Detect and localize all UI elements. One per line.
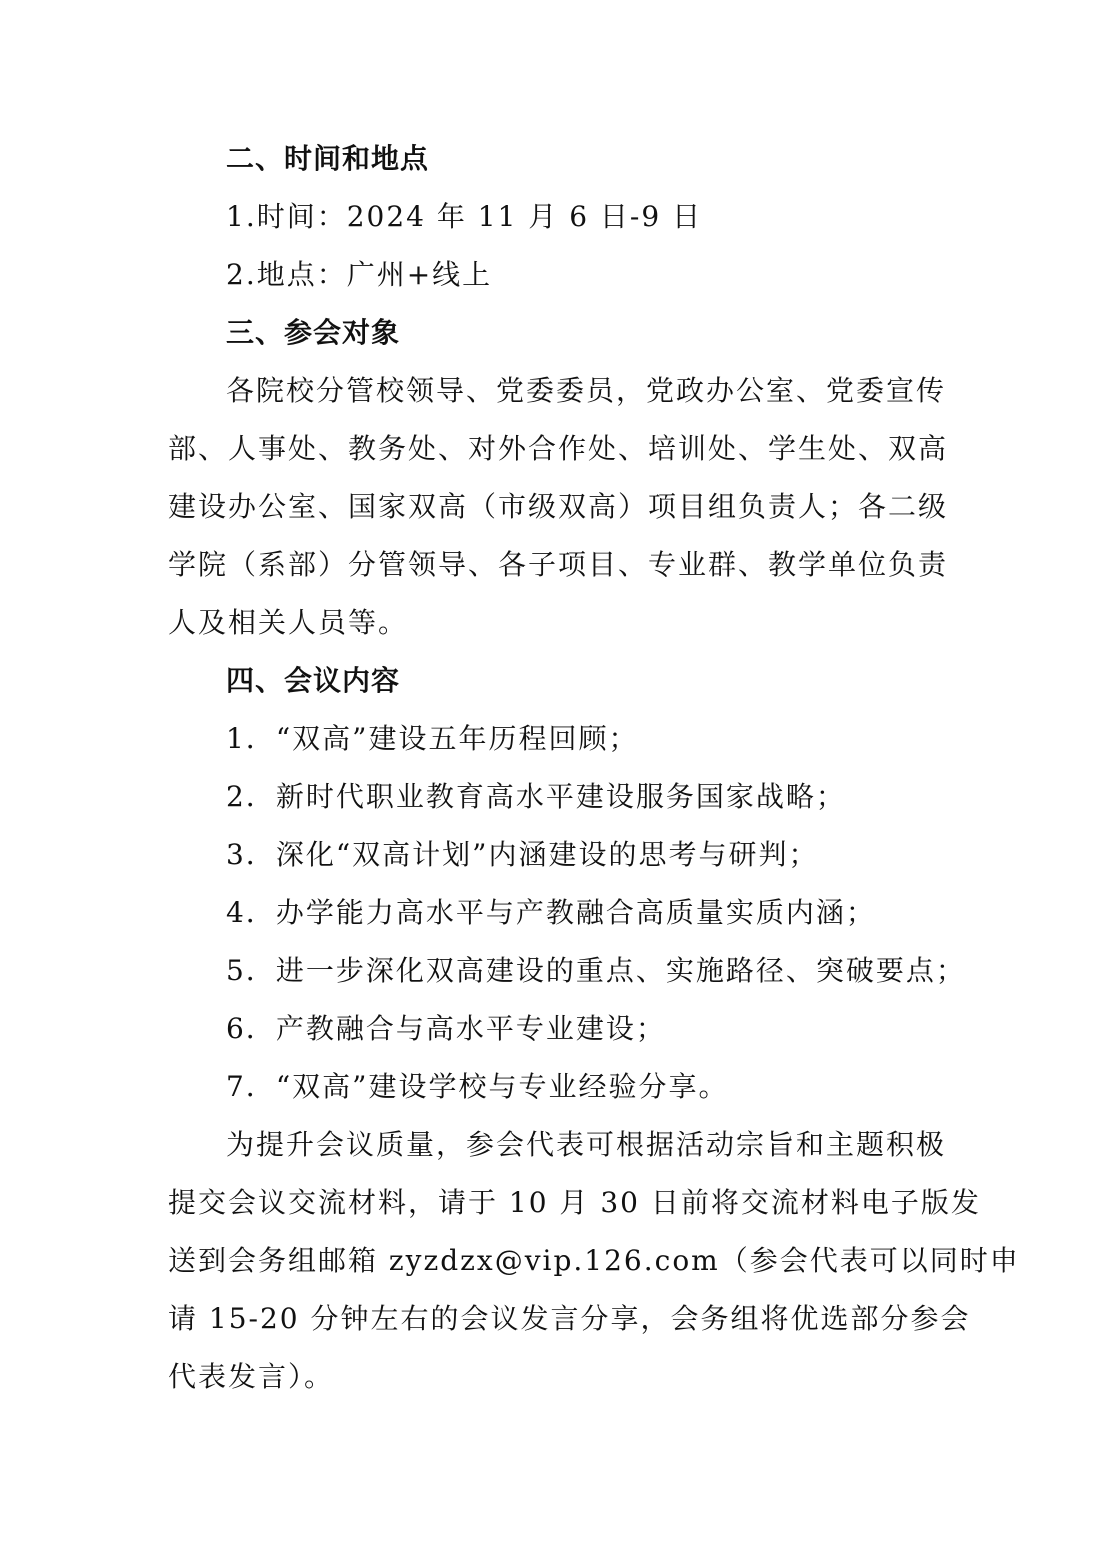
closing-line: 为提升会议质量，参会代表可根据活动宗旨和主题积极 (226, 1128, 947, 1161)
section-heading-time-place: 二、时间和地点 (226, 142, 430, 175)
attendees-line: 部、人事处、教务处、对外合作处、培训处、学生处、双高 (168, 432, 949, 465)
content-item: 7．“双高”建设学校与专业经验分享。 (226, 1070, 729, 1103)
closing-line: 送到会务组邮箱 zyzdzx@vip.126.com（参会代表可以同时申 (168, 1244, 1020, 1277)
closing-line: 代表发言）。 (168, 1360, 335, 1393)
section-heading-content: 四、会议内容 (226, 664, 401, 697)
attendees-line: 各院校分管校领导、党委委员，党政办公室、党委宣传 (226, 374, 947, 407)
time-line: 1.时间：2024 年 11 月 6 日-9 日 (226, 200, 703, 233)
document-page (168, 130, 1020, 1406)
closing-line: 请 15-20 分钟左右的会议发言分享，会务组将优选部分参会 (168, 1302, 971, 1335)
attendees-line: 建设办公室、国家双高（市级双高）项目组负责人；各二级 (168, 490, 949, 523)
section-heading-attendees: 三、参会对象 (226, 316, 401, 349)
attendees-line: 人及相关人员等。 (168, 606, 409, 639)
content-item: 6．产教融合与高水平专业建设； (226, 1012, 666, 1045)
content-item: 1．“双高”建设五年历程回顾； (226, 722, 639, 755)
content-item: 4．办学能力高水平与产教融合高质量实质内涵； (226, 896, 876, 929)
content-item: 2．新时代职业教育高水平建设服务国家战略； (226, 780, 846, 813)
place-line: 2.地点：广州+线上 (226, 258, 493, 291)
attendees-line: 学院（系部）分管领导、各子项目、专业群、教学单位负责 (168, 548, 949, 581)
closing-line: 提交会议交流材料，请于 10 月 30 日前将交流材料电子版发 (168, 1186, 981, 1219)
content-item: 5．进一步深化双高建设的重点、实施路径、突破要点； (226, 954, 966, 987)
content-item: 3．深化“双高计划”内涵建设的思考与研判； (226, 838, 819, 871)
